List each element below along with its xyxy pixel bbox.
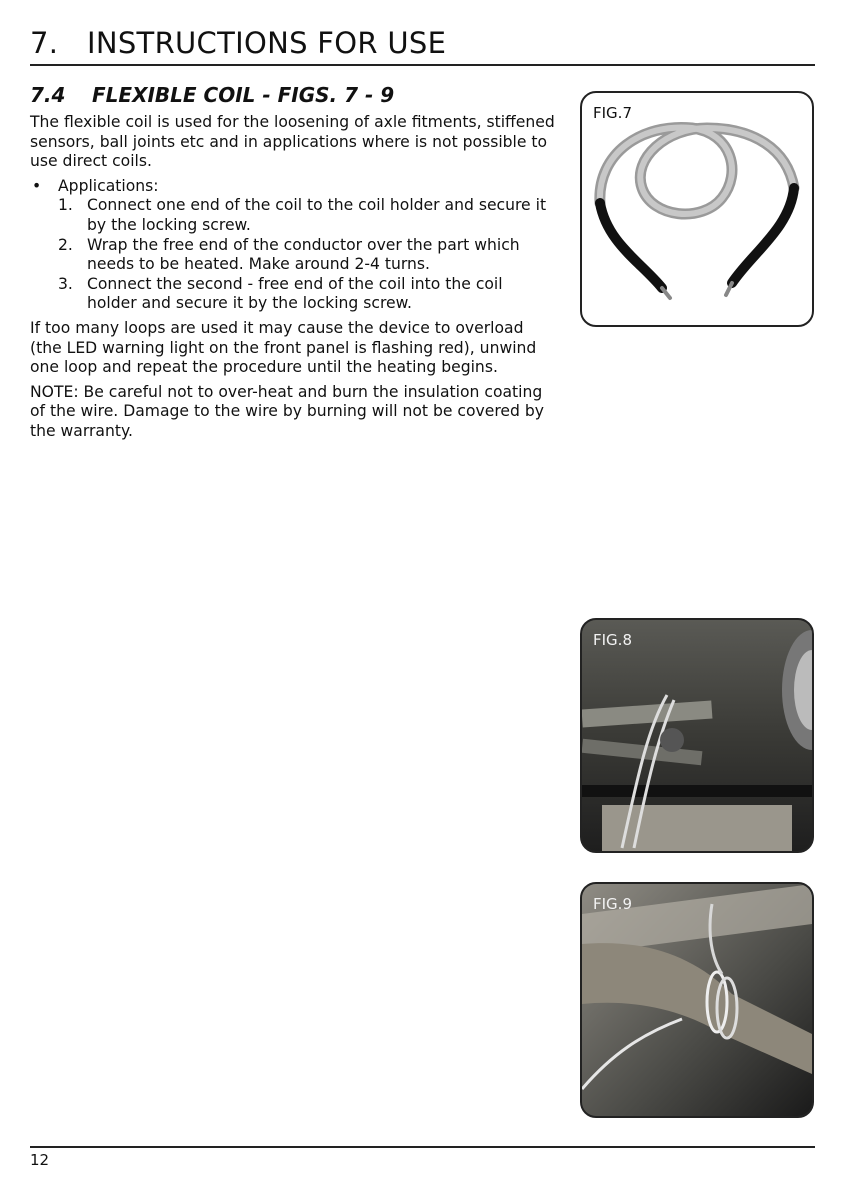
section-heading <box>30 24 815 62</box>
figure-9-label: FIG.9 <box>593 895 632 913</box>
intro-paragraph: The flexible coil is used for the loosening of axle fitments, stiffened sensors, ball joints etc and in applications where is not possible to use direct coils. <box>30 113 555 171</box>
bullet-symbol: • <box>32 176 42 195</box>
figure-8-label: FIG.8 <box>593 631 632 649</box>
overload-paragraph: If too many loops are used it may cause the device to overload (the LED warning light on the front panel is flashing red), unwind one loop and repeat the procedure until the heating begins. <box>30 318 537 377</box>
step-number: 3. <box>58 274 73 293</box>
subsection-heading <box>30 82 555 108</box>
header-rule <box>30 64 815 66</box>
footer-rule <box>30 1146 815 1148</box>
bar-photo-illustration <box>582 884 812 1116</box>
main-content <box>30 82 555 447</box>
step-text: Connect one end of the coil to the coil holder and secure it by the locking screw. <box>87 196 547 234</box>
step-number: 1. <box>58 196 73 215</box>
figure-8 <box>580 618 814 853</box>
list-item <box>30 236 555 275</box>
list-item <box>30 275 555 314</box>
page-number: 12 <box>30 1151 50 1169</box>
subsection-number: 7.4 <box>30 83 66 107</box>
figure-9 <box>580 882 814 1118</box>
step-number: 2. <box>58 235 73 254</box>
step-text: Wrap the free end of the conductor over the part which needs to be heated. Make around 2-4 turns. <box>87 235 520 274</box>
note-paragraph: NOTE: Be careful not to over-heat and burn the insulation coating of the wire. Damage to the wire by burning will not be covered by the warranty. <box>30 382 545 440</box>
list-item <box>30 196 555 235</box>
figure-7-label: FIG.7 <box>593 104 632 122</box>
step-text: Connect the second - free end of the coil into the coil holder and secure it by the locking screw. <box>87 274 503 313</box>
applications-bullet <box>30 177 555 197</box>
figure-7 <box>580 91 814 327</box>
flexible-coil-illustration <box>582 93 812 325</box>
axle-photo-illustration <box>582 620 812 851</box>
section-title: INSTRUCTIONS FOR USE <box>87 26 447 60</box>
steps-list <box>30 196 555 314</box>
subsection-title: FLEXIBLE COIL - FIGS. 7 - 9 <box>92 83 395 107</box>
bullet-text: Applications: <box>58 176 159 195</box>
section-number: 7. <box>30 26 59 60</box>
page-header <box>30 24 815 62</box>
